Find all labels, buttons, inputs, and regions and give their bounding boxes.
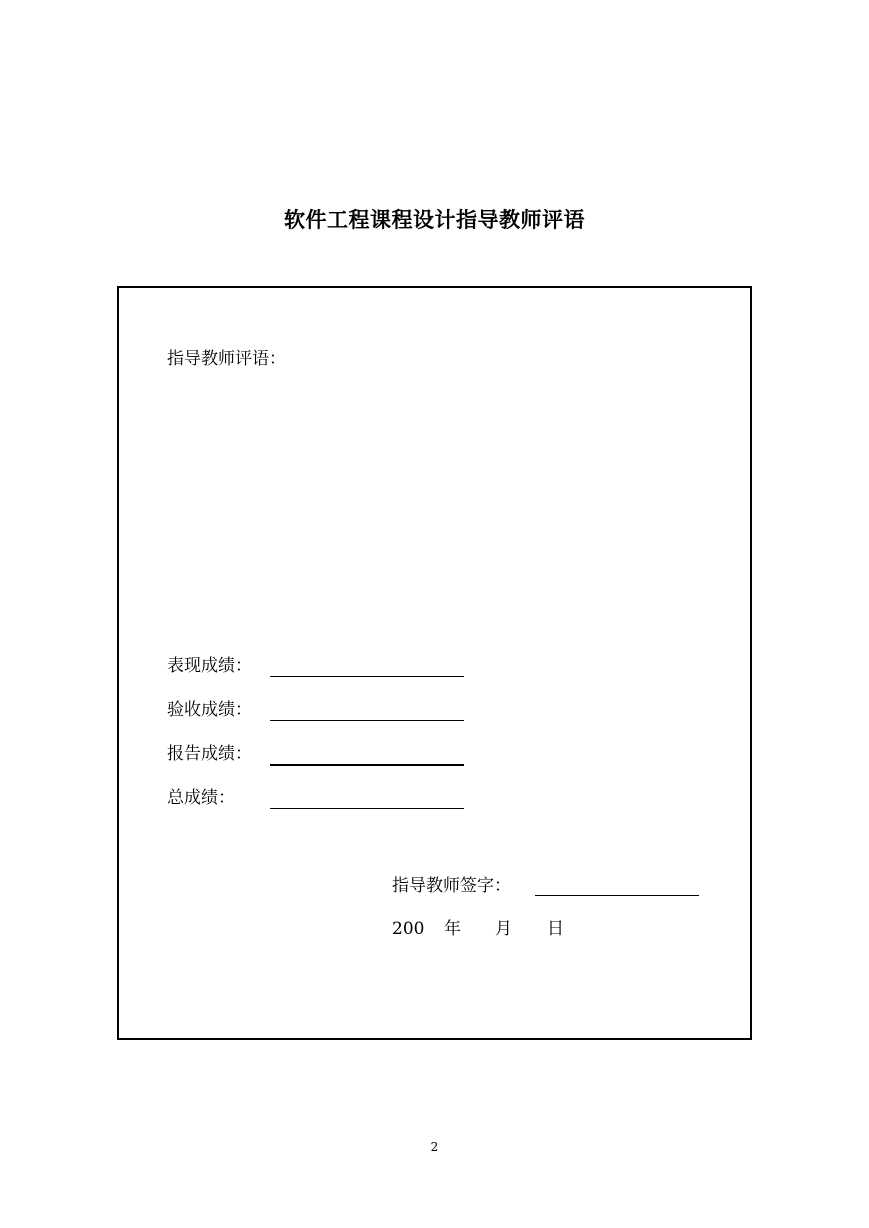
comment-label: 指导教师评语： xyxy=(167,349,286,369)
page-title: 软件工程课程设计指导教师评语 xyxy=(284,208,585,232)
total-score-label: 总成绩： xyxy=(167,788,235,808)
report-score-label: 报告成绩： xyxy=(167,744,252,764)
date-year-unit: 年 xyxy=(444,919,461,939)
date-row xyxy=(392,915,632,943)
total-score-row xyxy=(167,784,487,812)
acceptance-score-blank[interactable] xyxy=(270,720,464,721)
performance-score-blank[interactable] xyxy=(270,676,464,677)
report-score-blank[interactable] xyxy=(270,764,464,766)
page-number: 2 xyxy=(430,1140,439,1154)
signature-blank[interactable] xyxy=(535,895,699,896)
signature-row xyxy=(392,872,712,900)
performance-score-label: 表现成绩： xyxy=(167,656,252,676)
total-score-blank[interactable] xyxy=(270,808,464,809)
date-month-unit: 月 xyxy=(495,919,512,939)
date-day-unit: 日 xyxy=(547,919,564,939)
acceptance-score-label: 验收成绩： xyxy=(167,700,252,720)
performance-score-row xyxy=(167,652,487,680)
report-score-row xyxy=(167,740,487,768)
date-year-prefix: 200 xyxy=(392,919,425,939)
evaluation-box xyxy=(117,286,752,1040)
acceptance-score-row xyxy=(167,696,487,724)
signature-label: 指导教师签字： xyxy=(392,876,511,896)
